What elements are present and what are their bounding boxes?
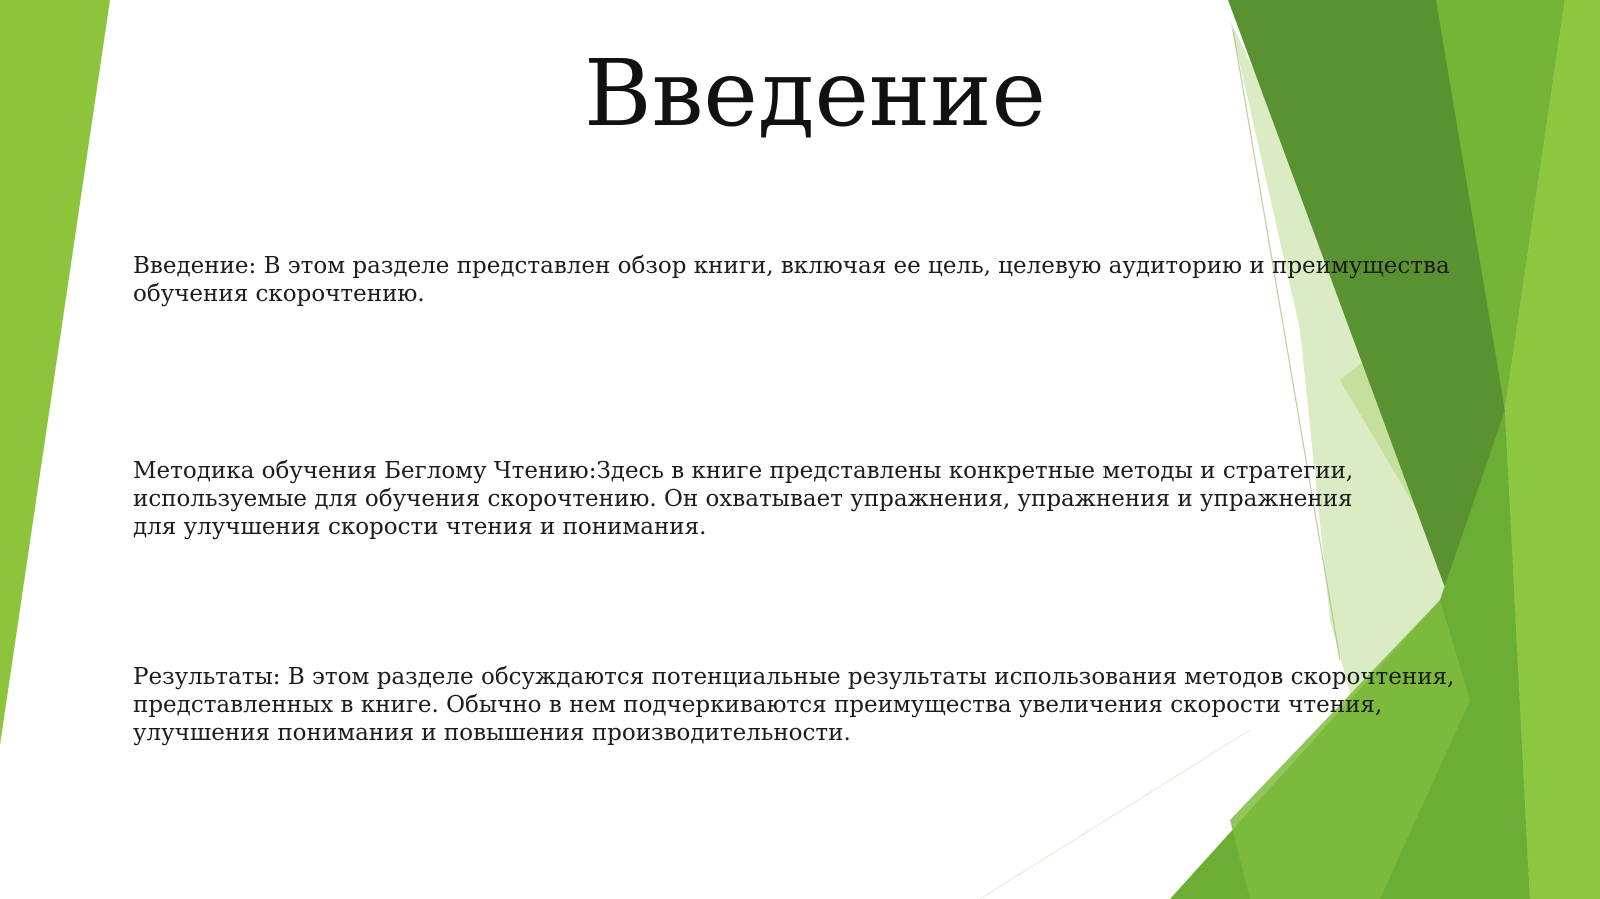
paragraph-introduction: Введение: В этом разделе представлен обзор книги, включая ее цель, целевую аудиторию и преимущества обучения скорочтению. <box>133 253 1450 307</box>
paragraph-method: Методика обучения Беглому Чтению:Здесь в книге представлены конкретные методы и стратегии, используемые для обучения скорочтению. Он охватывает упражнения, упражнения и упражнения для улучшения скорости чтения и понимания. <box>133 458 1354 540</box>
slide-title: Введение <box>583 40 1047 147</box>
paragraph-results: Результаты: В этом разделе обсуждаются потенциальные результаты использования методов скорочтения, представленных в книге. Обычно в нем подчеркиваются преимущества увеличения скорости чтения, улучшения понимания и повышения производительности. <box>133 664 1455 746</box>
